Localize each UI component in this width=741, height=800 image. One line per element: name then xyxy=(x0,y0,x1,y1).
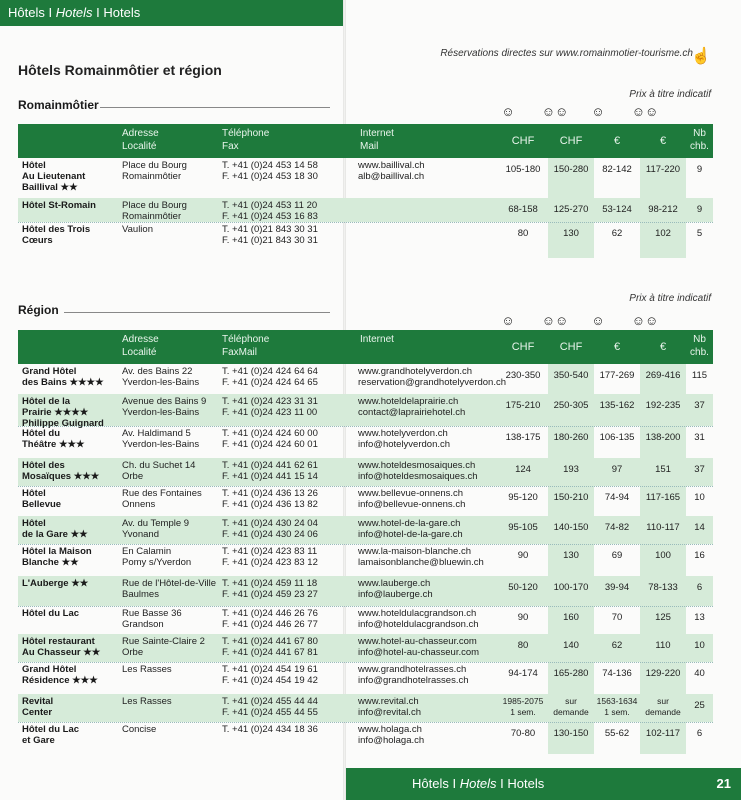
column-eur1: € xyxy=(613,341,621,353)
price-nb: 13 xyxy=(694,612,705,623)
fax-number: F. +41 (0)24 441 67 81 xyxy=(222,647,318,658)
address-line: Vaulion xyxy=(122,224,153,235)
price-chf2: 150-280 xyxy=(553,164,589,175)
price-chf1: 1985-2075 1 sem. xyxy=(502,696,544,717)
table-row xyxy=(18,634,713,662)
locality-line: Orbe xyxy=(122,647,144,658)
table-row xyxy=(18,394,713,429)
fax-number: F. +41 (0)24 455 44 55 xyxy=(222,707,318,718)
band-separator: I xyxy=(92,5,104,20)
fax-number: F. +41 (0)24 436 13 82 xyxy=(222,499,318,510)
footer-label-de: Hotels xyxy=(459,776,497,791)
price-chf1: 80 xyxy=(517,640,529,651)
price-nb: 5 xyxy=(696,228,703,239)
table-row xyxy=(18,486,713,516)
email-link[interactable]: info@hoteldulacgrandson.ch xyxy=(358,619,479,630)
fax-number: F. +41 (0)24 423 83 12 xyxy=(222,557,318,568)
email-link[interactable]: info@hotel-au-chasseur.com xyxy=(358,647,480,658)
table-row xyxy=(18,606,713,634)
locality-line: Yverdon-les-Bains xyxy=(122,377,200,388)
price-eur2: 151 xyxy=(655,464,671,475)
fax-number: F. +41 (0)24 424 64 65 xyxy=(222,377,318,388)
price-chf1: 90 xyxy=(517,550,529,561)
page-number: 21 xyxy=(716,776,731,791)
price-nb: 9 xyxy=(696,164,703,175)
smiley-icon: ☺☺ xyxy=(541,104,569,119)
column-eur1: € xyxy=(613,135,621,147)
locality-line: Onnens xyxy=(122,499,156,510)
fax-number: F. +41 (0)24 424 60 01 xyxy=(222,439,318,450)
smiley-icon: ☺ xyxy=(591,313,605,328)
address-line: Rue Sainte-Claire 2 xyxy=(122,636,205,647)
address-line: Rue Basse 36 xyxy=(122,608,182,619)
email-link[interactable]: info@lauberge.ch xyxy=(358,589,433,600)
hotel-name: Hôtel du Théâtre ★★★ xyxy=(22,428,85,450)
price-eur2: 138-200 xyxy=(645,432,681,443)
price-chf2: 140 xyxy=(563,640,579,651)
hotel-name: Hôtel du Lac xyxy=(22,608,80,619)
table-row xyxy=(18,576,713,606)
fax-number: F. +41 (0)24 453 18 30 xyxy=(222,171,318,182)
phone-number: T. +41 (0)24 423 31 31 xyxy=(222,396,318,407)
website-link[interactable]: www.bellevue-onnens.ch xyxy=(358,488,464,499)
price-eur2: 110-117 xyxy=(646,522,680,533)
price-nb: 6 xyxy=(696,728,703,739)
website-link[interactable]: www.hotel-de-la-gare.ch xyxy=(358,518,461,529)
column-adresse: Adresse xyxy=(122,128,159,139)
phone-number: T. +41 (0)21 843 30 31 xyxy=(222,224,318,235)
price-eur1: 74-82 xyxy=(604,522,630,533)
column-chf1: CHF xyxy=(511,135,535,147)
locality-line: Yverdon-les-Bains xyxy=(122,407,200,418)
email-link[interactable]: contact@laprairiehotel.ch xyxy=(358,407,466,418)
phone-number: T. +41 (0)24 424 60 00 xyxy=(222,428,318,439)
price-eur2: 117-220 xyxy=(645,164,681,175)
price-chf1: 138-175 xyxy=(505,432,541,443)
fax-number: F. +41 (0)24 453 16 83 xyxy=(222,211,318,222)
price-eur2: 269-416 xyxy=(645,370,681,381)
footer-separator: I xyxy=(496,776,508,791)
column-chb: chb. xyxy=(690,141,709,152)
hotel-name: Hôtel la Maison Blanche ★★ xyxy=(22,546,92,568)
phone-number: T. +41 (0)24 446 26 76 xyxy=(222,608,318,619)
locality-line: Romainmôtier xyxy=(122,211,182,222)
column-localite: Localité xyxy=(122,141,157,152)
price-eur1: 1563-1634 1 sem. xyxy=(596,696,638,717)
price-eur1: 74-94 xyxy=(604,492,630,503)
band-label-fr: Hôtels xyxy=(8,5,45,20)
locality-line: Baulmes xyxy=(122,589,159,600)
price-nb: 6 xyxy=(696,582,703,593)
locality-line: Yverdon-les-Bains xyxy=(122,439,200,450)
table-header xyxy=(18,124,713,158)
locality-line: Orbe xyxy=(122,471,144,482)
band-label-en: Hotels xyxy=(103,5,141,20)
band-separator: I xyxy=(44,5,56,20)
pointing-hand-icon: ☝ xyxy=(691,48,711,65)
price-chf2: 130 xyxy=(563,550,579,561)
column-chb: chb. xyxy=(690,347,709,358)
price-chf1: 68-158 xyxy=(508,204,538,215)
table-row xyxy=(18,722,713,754)
address-line: Rue de l'Hôtel-de-Ville xyxy=(122,578,217,589)
price-eur2: 102 xyxy=(655,228,671,239)
price-eur1: 82-142 xyxy=(602,164,632,175)
email-link[interactable]: info@hoteldesmosaiques.ch xyxy=(358,471,478,482)
price-nb: 14 xyxy=(694,522,705,533)
smiley-icon: ☺☺ xyxy=(631,313,659,328)
price-nb: 37 xyxy=(694,400,705,411)
column-telephone: Téléphone xyxy=(222,334,270,345)
address-line: Concise xyxy=(122,724,157,735)
price-eur1: 69 xyxy=(611,550,623,561)
phone-number: T. +41 (0)24 441 67 80 xyxy=(222,636,318,647)
price-nb: 115 xyxy=(691,370,708,381)
price-chf1: 230-350 xyxy=(505,370,541,381)
price-chf1: 175-210 xyxy=(505,400,541,411)
website-link[interactable]: www.grandhotelrasses.ch xyxy=(358,664,467,675)
fax-number: F. +41 (0)21 843 30 31 xyxy=(222,235,318,246)
address-line: Avenue des Bains 9 xyxy=(122,396,207,407)
smiley-icon: ☺☺ xyxy=(541,313,569,328)
column-chf1: CHF xyxy=(511,341,535,353)
phone-number: T. +41 (0)24 436 13 26 xyxy=(222,488,318,499)
price-eur2: sur demande xyxy=(645,696,681,717)
price-nb: 31 xyxy=(694,432,705,443)
price-nb: 40 xyxy=(694,668,705,679)
website-link[interactable]: www.baillival.ch xyxy=(358,160,425,171)
price-chf1: 80 xyxy=(517,228,529,239)
table-header xyxy=(18,330,713,364)
column-fax: Fax xyxy=(222,141,239,152)
email-link[interactable]: info@hotelyverdon.ch xyxy=(358,439,451,450)
price-eur1: 55-62 xyxy=(604,728,630,739)
footer-separator: I xyxy=(448,776,460,791)
address-line: Av. Haldimand 5 xyxy=(122,428,191,439)
website-link[interactable]: www.hotel-au-chasseur.com xyxy=(358,636,477,647)
top-section-band xyxy=(0,0,343,26)
phone-number: T. +41 (0)24 434 18 36 xyxy=(222,724,318,735)
price-eur2: 100 xyxy=(655,550,671,561)
price-chf1: 95-105 xyxy=(508,522,538,533)
phone-number: T. +41 (0)24 455 44 44 xyxy=(222,696,318,707)
price-chf1: 124 xyxy=(515,464,531,475)
smiley-icon: ☺ xyxy=(501,313,515,328)
column-chf2: CHF xyxy=(559,135,583,147)
fax-number: F. +41 (0)24 423 11 00 xyxy=(222,407,318,418)
address-line: Av. des Bains 22 xyxy=(122,366,193,377)
email-link[interactable]: info@revital.ch xyxy=(358,707,421,718)
address-line: Ch. du Suchet 14 xyxy=(122,460,196,471)
website-link[interactable]: www.hotelyverdon.ch xyxy=(358,428,448,439)
section-title: Romainmôtier xyxy=(18,98,99,112)
price-note: Prix à titre indicatif xyxy=(629,293,711,304)
footer-label-fr: Hôtels xyxy=(412,776,449,791)
hotel-name: Grand Hôtel des Bains ★★★★ xyxy=(22,366,104,388)
price-chf2: 193 xyxy=(563,464,579,475)
smiley-icon: ☺☺ xyxy=(631,104,659,119)
price-chf2: 150-210 xyxy=(553,492,589,503)
price-chf2: 350-540 xyxy=(553,370,589,381)
price-chf1: 94-174 xyxy=(508,668,538,679)
hotel-name: Hôtel St-Romain xyxy=(22,200,96,211)
smiley-icon: ☺ xyxy=(591,104,605,119)
price-chf2: 130 xyxy=(563,228,579,239)
price-eur1: 135-162 xyxy=(599,400,635,411)
price-chf2: 165-280 xyxy=(553,668,589,679)
column-internet: Internet xyxy=(360,334,394,345)
column-mail: Mail xyxy=(360,141,379,152)
column-internet: Internet xyxy=(360,128,394,139)
price-eur2: 129-220 xyxy=(645,668,681,679)
column-fax: FaxMail xyxy=(222,347,258,358)
price-eur2: 98-212 xyxy=(648,204,678,215)
price-chf2: sur demande xyxy=(553,696,589,717)
price-eur2: 102-117 xyxy=(645,728,681,739)
table-row xyxy=(18,544,713,576)
column-nb: Nb xyxy=(693,334,706,345)
email-link[interactable]: info@hotel-de-la-gare.ch xyxy=(358,529,463,540)
price-nb: 16 xyxy=(694,550,705,561)
locality-line: Pomy s/Yverdon xyxy=(122,557,192,568)
email-link[interactable]: info@bellevue-onnens.ch xyxy=(358,499,466,510)
table-row xyxy=(18,458,713,486)
email-link[interactable]: alb@baillival.ch xyxy=(358,171,425,182)
table-row xyxy=(18,158,713,198)
phone-number: T. +41 (0)24 423 83 11 xyxy=(222,546,318,557)
price-eur1: 62 xyxy=(611,640,623,651)
locality-line: Yvonand xyxy=(122,529,159,540)
price-chf2: 125-270 xyxy=(553,204,589,215)
phone-number: T. +41 (0)24 424 64 64 xyxy=(222,366,318,377)
price-eur1: 106-135 xyxy=(599,432,635,443)
fax-number: F. +41 (0)24 454 19 42 xyxy=(222,675,318,686)
table-row xyxy=(18,222,713,258)
address-line: Av. du Temple 9 xyxy=(122,518,190,529)
address-line: Les Rasses xyxy=(122,696,172,707)
page-title: Hôtels Romainmôtier et région xyxy=(18,62,222,78)
column-adresse: Adresse xyxy=(122,334,159,345)
section-title: Région xyxy=(18,303,59,317)
address-line: Place du Bourg xyxy=(122,200,187,211)
column-localite: Localité xyxy=(122,347,157,358)
address-line: Les Rasses xyxy=(122,664,172,675)
table-row xyxy=(18,694,713,722)
price-chf1: 105-180 xyxy=(505,164,541,175)
column-eur2: € xyxy=(659,341,667,353)
price-chf2: 130-150 xyxy=(553,728,589,739)
hotel-name: Hôtel Bellevue xyxy=(22,488,62,510)
table-row xyxy=(18,364,713,394)
bottom-section-band xyxy=(346,768,741,800)
column-nb: Nb xyxy=(693,128,706,139)
website-link[interactable]: www.lauberge.ch xyxy=(358,578,431,589)
price-chf2: 160 xyxy=(563,612,579,623)
price-eur2: 192-235 xyxy=(645,400,681,411)
email-link[interactable]: info@holaga.ch xyxy=(358,735,425,746)
hotel-name: L'Auberge ★★ xyxy=(22,578,89,589)
price-chf1: 95-120 xyxy=(508,492,538,503)
hotel-name: Hôtel des Trois Cœurs xyxy=(22,224,91,246)
price-chf2: 250-305 xyxy=(553,400,589,411)
price-nb: 10 xyxy=(694,492,705,503)
website-link[interactable]: www.hoteldelaprairie.ch xyxy=(358,396,459,407)
address-line: Place du Bourg xyxy=(122,160,187,171)
price-nb: 9 xyxy=(696,204,703,215)
website-link[interactable]: www.hoteldulacgrandson.ch xyxy=(358,608,477,619)
price-eur1: 177-269 xyxy=(599,370,635,381)
price-nb: 25 xyxy=(694,700,705,711)
phone-number: T. +41 (0)24 454 19 61 xyxy=(222,664,318,675)
address-line: En Calamin xyxy=(122,546,172,557)
price-chf2: 180-260 xyxy=(553,432,589,443)
table-row xyxy=(18,516,713,544)
smiley-row xyxy=(0,313,741,329)
price-eur2: 110 xyxy=(655,640,671,651)
column-eur2: € xyxy=(659,135,667,147)
hotel-name: Hôtel de la Gare ★★ xyxy=(22,518,88,540)
hotel-name: Revital Center xyxy=(22,696,54,718)
address-line: Rue des Fontaines xyxy=(122,488,202,499)
price-eur1: 97 xyxy=(611,464,623,475)
price-eur1: 53-124 xyxy=(602,204,632,215)
price-eur1: 62 xyxy=(611,228,623,239)
website-link[interactable]: www.hoteldesmosaiques.ch xyxy=(358,460,476,471)
email-link[interactable]: reservation@grandhotelyverdon.ch xyxy=(358,377,507,388)
price-nb: 10 xyxy=(694,640,705,651)
smiley-icon: ☺ xyxy=(501,104,515,119)
price-eur2: 78-133 xyxy=(648,582,678,593)
email-link[interactable]: lamaisonblanche@bluewin.ch xyxy=(358,557,484,568)
smiley-row xyxy=(0,104,741,120)
website-link[interactable]: www.grandhotelyverdon.ch xyxy=(358,366,473,377)
footer-label xyxy=(412,768,544,800)
price-chf1: 90 xyxy=(517,612,529,623)
email-link[interactable]: info@grandhotelrasses.ch xyxy=(358,675,469,686)
price-chf1: 70-80 xyxy=(510,728,536,739)
price-eur2: 125 xyxy=(655,612,671,623)
footer-label-en: Hotels xyxy=(507,776,545,791)
table-row xyxy=(18,662,713,694)
website-link[interactable]: www.revital.ch xyxy=(358,696,419,707)
column-telephone: Téléphone xyxy=(222,128,270,139)
price-chf2: 140-150 xyxy=(553,522,589,533)
hotel-name: Grand Hôtel Résidence ★★★ xyxy=(22,664,98,686)
hotel-name: Hôtel de la Prairie ★★★★ Philippe Guignard xyxy=(22,396,104,429)
phone-number: T. +41 (0)24 453 14 58 xyxy=(222,160,318,171)
price-chf2: 100-170 xyxy=(553,582,589,593)
column-chf2: CHF xyxy=(559,341,583,353)
fax-number: F. +41 (0)24 430 24 06 xyxy=(222,529,318,540)
price-eur2: 117-165 xyxy=(645,492,681,503)
reservation-note[interactable]: Réservations directes sur www.romainmotier-tourisme.ch xyxy=(440,48,693,59)
price-eur1: 70 xyxy=(611,612,623,623)
fax-number: F. +41 (0)24 441 15 14 xyxy=(222,471,318,482)
phone-number: T. +41 (0)24 459 11 18 xyxy=(222,578,318,589)
price-eur1: 74-136 xyxy=(602,668,632,679)
website-link[interactable]: www.la-maison-blanche.ch xyxy=(358,546,471,557)
locality-line: Romainmôtier xyxy=(122,171,182,182)
phone-number: T. +41 (0)24 453 11 20 xyxy=(222,200,318,211)
phone-number: T. +41 (0)24 441 62 61 xyxy=(222,460,318,471)
hotel-name: Hôtel Au Lieutenant Baillival ★★ xyxy=(22,160,86,193)
price-chf1: 50-120 xyxy=(508,582,538,593)
hotel-name: Hôtel du Lac et Gare xyxy=(22,724,80,746)
table-row xyxy=(18,426,713,458)
fax-number: F. +41 (0)24 446 26 77 xyxy=(222,619,318,630)
table-row xyxy=(18,198,713,222)
hotel-name: Hôtel des Mosaïques ★★★ xyxy=(22,460,100,482)
band-label-de: Hotels xyxy=(55,5,93,20)
price-note: Prix à titre indicatif xyxy=(629,89,711,100)
locality-line: Grandson xyxy=(122,619,164,630)
hotel-name: Hôtel restaurant Au Chasseur ★★ xyxy=(22,636,101,658)
website-link[interactable]: www.holaga.ch xyxy=(358,724,422,735)
price-nb: 37 xyxy=(694,464,705,475)
price-eur1: 39-94 xyxy=(604,582,630,593)
fax-number: F. +41 (0)24 459 23 27 xyxy=(222,589,318,600)
phone-number: T. +41 (0)24 430 24 04 xyxy=(222,518,318,529)
